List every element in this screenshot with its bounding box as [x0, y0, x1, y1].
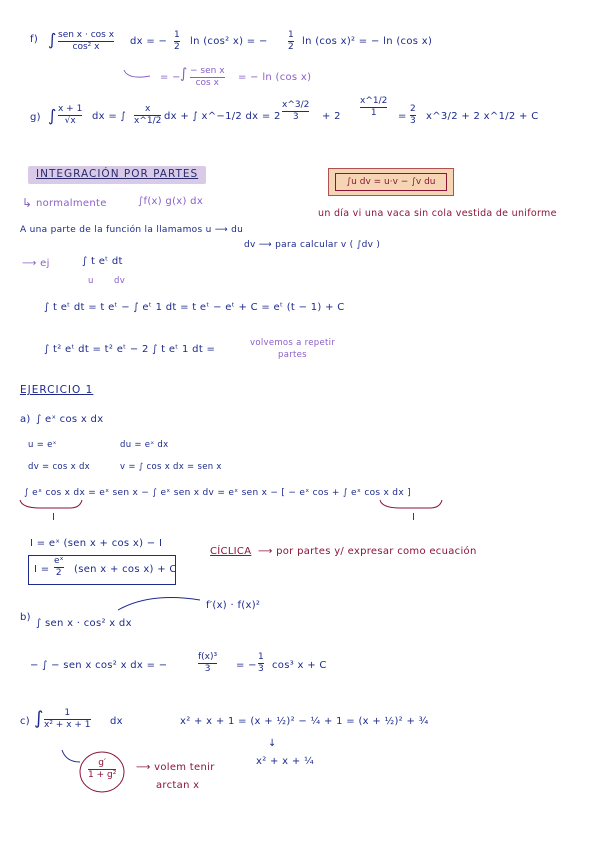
b-note: f′(x) · f(x)²	[206, 600, 261, 611]
g-n3: x^3/2	[282, 100, 310, 110]
a-answer-den: 2	[55, 568, 62, 578]
g-integral: ∫	[48, 106, 57, 125]
a-brace-right	[380, 500, 442, 508]
b-d2: 3	[258, 664, 264, 674]
g-d2: x^1/2	[134, 116, 162, 126]
c-integral: ∫	[34, 708, 44, 729]
b-arrow-curve	[118, 598, 200, 610]
g-d4: 1	[370, 108, 377, 118]
a-I-left: I	[52, 512, 56, 523]
f-denominator: cos² x	[72, 42, 100, 52]
c-note2: arctan x	[156, 780, 200, 791]
ej-dv-label: dv	[114, 276, 126, 286]
item-a-label: a)	[20, 414, 31, 425]
g-d5: 3	[410, 116, 416, 126]
b-d1: 3	[204, 664, 211, 674]
c-den: x² + x + 1	[44, 720, 91, 730]
g-num: x + 1	[58, 104, 83, 114]
c-oval-num: g′	[98, 758, 107, 768]
parts-eq1: ∫ t eᵗ dt = t eᵗ − ∫ eᵗ 1 dt = t eᵗ − eᵗ + C = eᵗ (t − 1) + C	[44, 302, 345, 313]
f-numerator: sen x · cos x	[58, 30, 115, 40]
f-hook-arrow	[124, 70, 150, 77]
ej-u-label: u	[88, 276, 94, 286]
item-g-label: g)	[30, 112, 41, 123]
g-part5: x^3/2 + 2 x^1/2 + C	[426, 111, 539, 122]
f-note-prefix: = −	[160, 72, 181, 83]
f-mid: ln (cos² x) = −	[190, 36, 268, 47]
normalmente-label: normalmente	[36, 198, 107, 209]
c-sub: x² + x + ¼	[256, 756, 315, 767]
fg-integral: ∫f(x) g(x) dx	[138, 196, 204, 207]
exercise-title: EJERCICIO 1	[20, 384, 94, 396]
a-v: v = ∫ cos x dx = sen x	[120, 462, 222, 472]
c-note1: ⟶ volem tenir	[136, 762, 215, 773]
ciclica-label: CÍCLICA	[210, 546, 252, 557]
f-note-end: = − ln (cos x)	[238, 72, 312, 83]
hook-arrow-icon: ↳	[22, 196, 33, 210]
c-equation: x² + x + 1 = (x + ½)² − ¼ + 1 = (x + ½)² + ¾	[180, 716, 429, 727]
b-n1: f(x)³	[198, 652, 218, 662]
f-note-integral: ∫	[180, 66, 188, 82]
b-equation-prefix: − ∫ − sen x cos² x dx = −	[30, 660, 168, 671]
c-oval	[80, 752, 124, 792]
item-b-label: b)	[20, 612, 31, 623]
a-big-equation: ∫ eˣ cos x dx = eˣ sen x − ∫ eˣ sen x dv = eˣ sen x − [ − eˣ cos + ∫ eˣ cos x dx ]	[24, 488, 411, 498]
f-half2-num: 1	[288, 30, 294, 40]
parts-eq2: ∫ t² eᵗ dt = t² eᵗ − 2 ∫ t eᵗ 1 dt =	[44, 344, 216, 355]
f-dx: dx = −	[130, 36, 168, 47]
c-dx: dx	[110, 716, 123, 727]
parts-line2: dv ⟶ para calcular v ( ∫dv )	[244, 240, 381, 250]
a-I-right: I	[412, 512, 416, 523]
item-c-label: c)	[20, 716, 30, 727]
c-down-arrow-icon: ↓	[268, 738, 277, 749]
f-note-den: cos x	[195, 78, 219, 88]
a-du: du = eˣ dx	[120, 440, 169, 450]
f-half-den: 2	[174, 42, 180, 52]
f-half-num: 1	[174, 30, 180, 40]
ej-integral: ∫ t eᵗ dt	[82, 256, 123, 267]
g-n4: x^1/2	[360, 96, 388, 106]
integral-sign: ∫	[48, 30, 57, 49]
b-end: cos³ x + C	[272, 660, 327, 671]
a-answer-rest: (sen x + cos x) + C	[74, 564, 177, 575]
a-brace-left	[20, 500, 82, 508]
g-den: √x	[64, 116, 76, 126]
a-integral: ∫ eˣ cos x dx	[36, 414, 104, 425]
b-n2: 1	[258, 652, 264, 662]
a-answer-prefix: I =	[34, 564, 50, 575]
b-mid: = −	[236, 660, 257, 671]
a-u: u = eˣ	[28, 440, 57, 450]
g-n2: x	[145, 104, 151, 114]
b-integral: ∫ sen x · cos² x dx	[36, 618, 132, 629]
ej-label: ⟶ ej	[22, 258, 50, 269]
f-note-num: − sen x	[190, 66, 225, 76]
f-end: ln (cos x)² = − ln (cos x)	[302, 36, 433, 47]
g-part2: dx + ∫ x^−1/2 dx = 2	[164, 111, 281, 122]
g-d3: 3	[292, 112, 299, 122]
parts-eq2-note2: partes	[278, 350, 307, 360]
a-dv: dv = cos x dx	[28, 462, 91, 472]
a-answer-num: eˣ	[54, 556, 64, 566]
a-I-equation: I = eˣ (sen x + cos x) − I	[30, 538, 163, 549]
c-hook	[62, 750, 80, 762]
section-title: INTEGRACIÓN POR PARTES	[36, 168, 199, 180]
ciclica-note: ⟶ por partes y/ expresar como ecuación	[258, 546, 477, 557]
g-n5: 2	[410, 104, 416, 114]
parts-formula: ∫u dv = u·v − ∫v du	[335, 173, 447, 191]
parts-eq2-note1: volvemos a repetir	[250, 338, 336, 348]
f-half2-den: 2	[288, 42, 294, 52]
item-f-label: f)	[30, 34, 39, 45]
g-part4: =	[398, 111, 407, 122]
c-num: 1	[64, 708, 71, 718]
g-part3: + 2	[322, 111, 341, 122]
c-oval-den: 1 + g²	[88, 770, 117, 780]
parts-line1: A una parte de la función la llamamos u ⟶ du	[20, 225, 244, 235]
g-part1: dx = ∫	[92, 111, 127, 122]
mnemonic: un día vi una vaca sin cola vestida de uniforme	[318, 208, 557, 219]
